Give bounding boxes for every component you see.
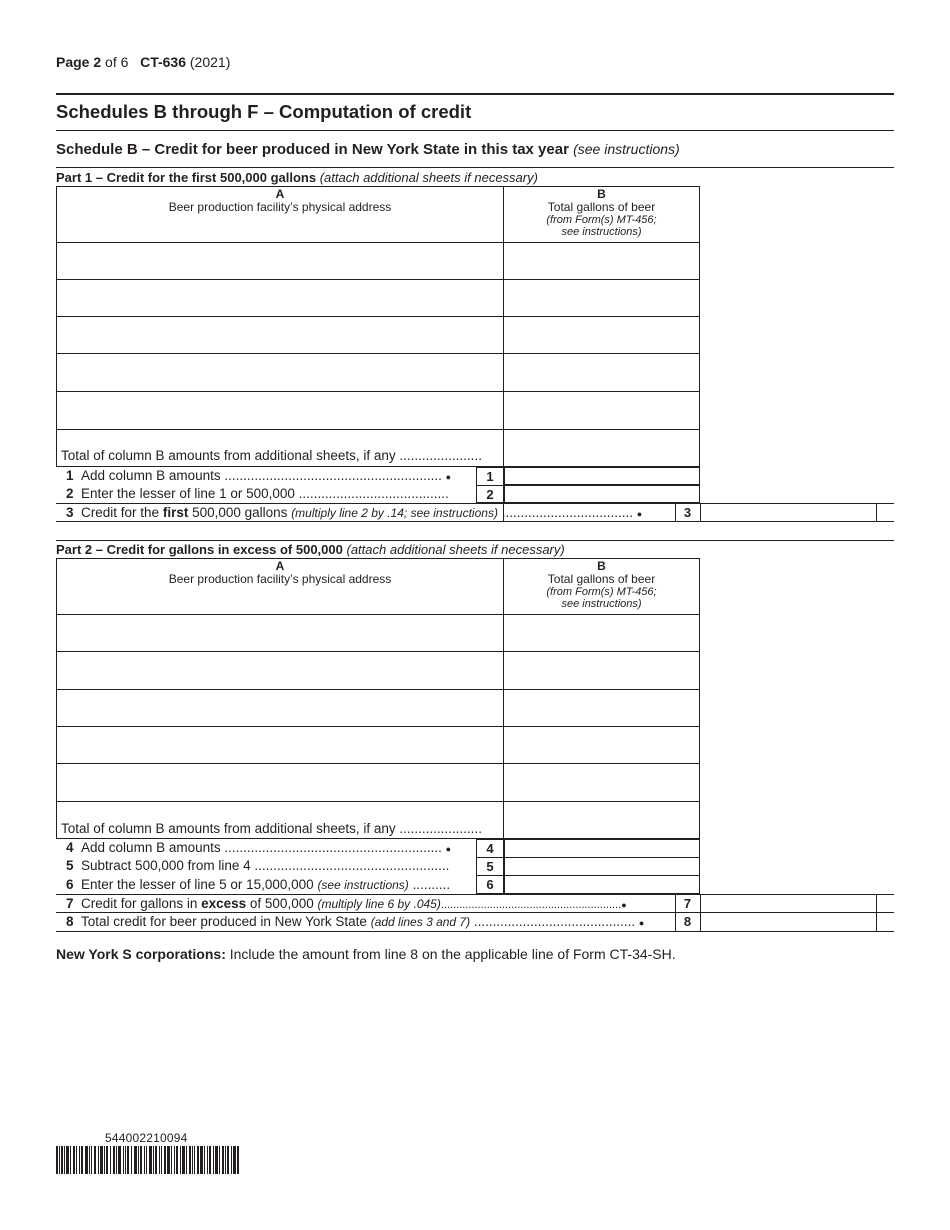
line7-text-ital: (multiply line 6 by .045) [317, 897, 441, 911]
line6-entry[interactable] [504, 875, 700, 894]
line1-number: 1 [66, 468, 74, 483]
part2-total-label: Total of column B amounts from additional sheets, if any ...................... [61, 821, 482, 836]
s-corp-note-text: Include the amount from line 8 on the applicable line of Form CT-34-SH. [225, 946, 676, 962]
line3-text-ital: (multiply line 2 by .14; see instructions) [291, 506, 498, 520]
part1-row-line [56, 391, 700, 392]
page-number: 2 [93, 54, 102, 70]
line4 [66, 840, 451, 855]
part2-row-line [56, 689, 700, 690]
part1-col-a-letter: A [275, 187, 285, 201]
line3-text-post: 500,000 gallons [188, 505, 292, 520]
line1 [66, 468, 451, 483]
part2-row-line [56, 801, 700, 802]
line2-entry[interactable] [504, 485, 700, 503]
part1-col-b-note2: see instructions) [561, 226, 642, 238]
part2-note: (attach additional sheets if necessary) [346, 542, 565, 557]
part1-row-line [56, 279, 700, 280]
schedule-b-title [56, 141, 680, 158]
line1-entry[interactable] [504, 467, 700, 485]
part1-row-line [56, 242, 700, 243]
form-year: (2021) [189, 54, 231, 70]
part2-title [56, 542, 565, 557]
line8-dots: ........................................... [470, 914, 636, 929]
part2-row-line [56, 726, 700, 727]
line8-number-box: 8 [683, 914, 692, 929]
part2-col-b-note2: see instructions) [561, 598, 642, 610]
line7-entry[interactable] [701, 895, 876, 912]
line3-number-box: 3 [683, 505, 692, 520]
part1-title [56, 170, 538, 185]
line3-dots: ................................... [497, 505, 633, 520]
barcode-icon [56, 1146, 240, 1174]
s-corp-note-bold: New York S corporations: [56, 946, 226, 962]
line3 [66, 505, 642, 520]
line3-cents-divider [876, 503, 877, 521]
line7 [66, 896, 627, 911]
line4-label: Add column B amounts .......................................................... [81, 840, 442, 855]
line6-number: 6 [66, 877, 74, 892]
part2-col-b-letter: B [597, 559, 606, 573]
line3-text-pre: Credit for the [81, 505, 163, 520]
part2-title-text: Part 2 – Credit for gallons in excess of 500,000 [56, 542, 343, 557]
part1-col-a-label: Beer production facility’s physical address [168, 200, 392, 214]
line3-entry[interactable] [701, 504, 876, 521]
line1-number-box: 1 [486, 469, 494, 484]
line2-number: 2 [66, 486, 74, 501]
line7-text-post: of 500,000 [246, 896, 318, 911]
line7-number-box: 7 [683, 896, 692, 911]
line2-label: Enter the lesser of line 1 or 500,000 ........................................ [81, 486, 449, 501]
s-corp-note [56, 946, 676, 962]
line8-bottom-rule [56, 931, 894, 932]
line5-entry[interactable] [504, 857, 700, 876]
line5-number: 5 [66, 858, 74, 873]
line8 [66, 914, 644, 929]
line3-number: 3 [66, 505, 74, 520]
page-of: of 6 [105, 54, 129, 70]
line-number-divider [476, 485, 504, 486]
line3-bullet-icon: ● [636, 509, 643, 519]
part2-col-a-header [57, 560, 503, 586]
line5-number-box: 5 [486, 859, 494, 874]
schedule-b-note: (see instructions) [573, 141, 680, 157]
part1-note: (attach additional sheets if necessary) [319, 170, 538, 185]
line5 [66, 858, 449, 873]
line6-text-ital: (see instructions) [317, 878, 409, 892]
schedule-b-title-text: Schedule B – Credit for beer produced in New York State in this tax year [56, 141, 569, 158]
line3-bottom-rule [56, 521, 894, 522]
part1-title-text: Part 1 – Credit for the first 500,000 gallons [56, 170, 317, 185]
line2-number-box: 2 [486, 487, 494, 502]
line7-text-bold: excess [201, 896, 247, 911]
line-number-divider [476, 857, 504, 858]
part1-row-line [56, 316, 700, 317]
page-title: Schedules B through F – Computation of credit [56, 101, 472, 122]
line4-number: 4 [66, 840, 74, 855]
line4-bullet-icon: ● [445, 844, 452, 854]
top-rule [56, 93, 894, 95]
part2-row-line [56, 614, 700, 615]
line6-number-box: 6 [486, 877, 494, 892]
line7-dots: ........................................................... [440, 899, 622, 911]
part1-col-b-note1: (from Form(s) MT-456; [546, 214, 657, 226]
part1-col-b-letter: B [597, 187, 606, 201]
line8-bullet-icon: ● [638, 918, 645, 928]
part-separator-rule [56, 540, 894, 541]
part2-col-a-label: Beer production facility’s physical address [168, 572, 392, 586]
part1-col-b-header [504, 188, 699, 238]
line3-text-bold: first [162, 505, 189, 520]
part2-col-b-note1: (from Form(s) MT-456; [546, 586, 657, 598]
part2-col-a-letter: A [275, 559, 285, 573]
line8-number: 8 [66, 914, 74, 929]
schedule-b-rule [56, 167, 894, 168]
line2 [66, 486, 449, 501]
line8-text-ital: (add lines 3 and 7) [370, 915, 471, 929]
part1-row-line [56, 353, 700, 354]
line4-number-box: 4 [486, 841, 494, 856]
line6 [66, 877, 450, 892]
line8-entry[interactable] [701, 913, 876, 930]
line6-text-pre: Enter the lesser of line 5 or 15,000,000 [81, 877, 318, 892]
barcode-number: 544002210094 [105, 1131, 188, 1145]
title-rule [56, 130, 894, 131]
part2-col-b-header [504, 560, 699, 610]
part1-col-b-label: Total gallons of beer [547, 200, 656, 214]
line7-8-cents-divider [876, 894, 877, 931]
line4-entry[interactable] [504, 839, 700, 858]
form-number: CT-636 [140, 54, 186, 70]
part2-row-line [56, 763, 700, 764]
line6-dots: .......... [408, 877, 451, 892]
part1-total-label: Total of column B amounts from additional sheets, if any ...................... [61, 448, 482, 463]
page-header [56, 54, 230, 70]
line-number-divider [476, 875, 504, 876]
part1-row-line [56, 429, 700, 430]
line5-label: Subtract 500,000 from line 4 .................................................... [81, 858, 450, 873]
line8-text-pre: Total credit for beer produced in New York State [81, 914, 371, 929]
part2-col-b-label: Total gallons of beer [547, 572, 656, 586]
line1-label: Add column B amounts .......................................................... [81, 468, 442, 483]
line1-bullet-icon: ● [445, 472, 452, 482]
page-label: Page [56, 54, 90, 70]
part1-col-a-header [57, 188, 503, 214]
line7-text-pre: Credit for gallons in [81, 896, 202, 911]
line7-bullet-icon: ● [621, 900, 627, 910]
part2-row-line [56, 651, 700, 652]
line7-number: 7 [66, 896, 74, 911]
